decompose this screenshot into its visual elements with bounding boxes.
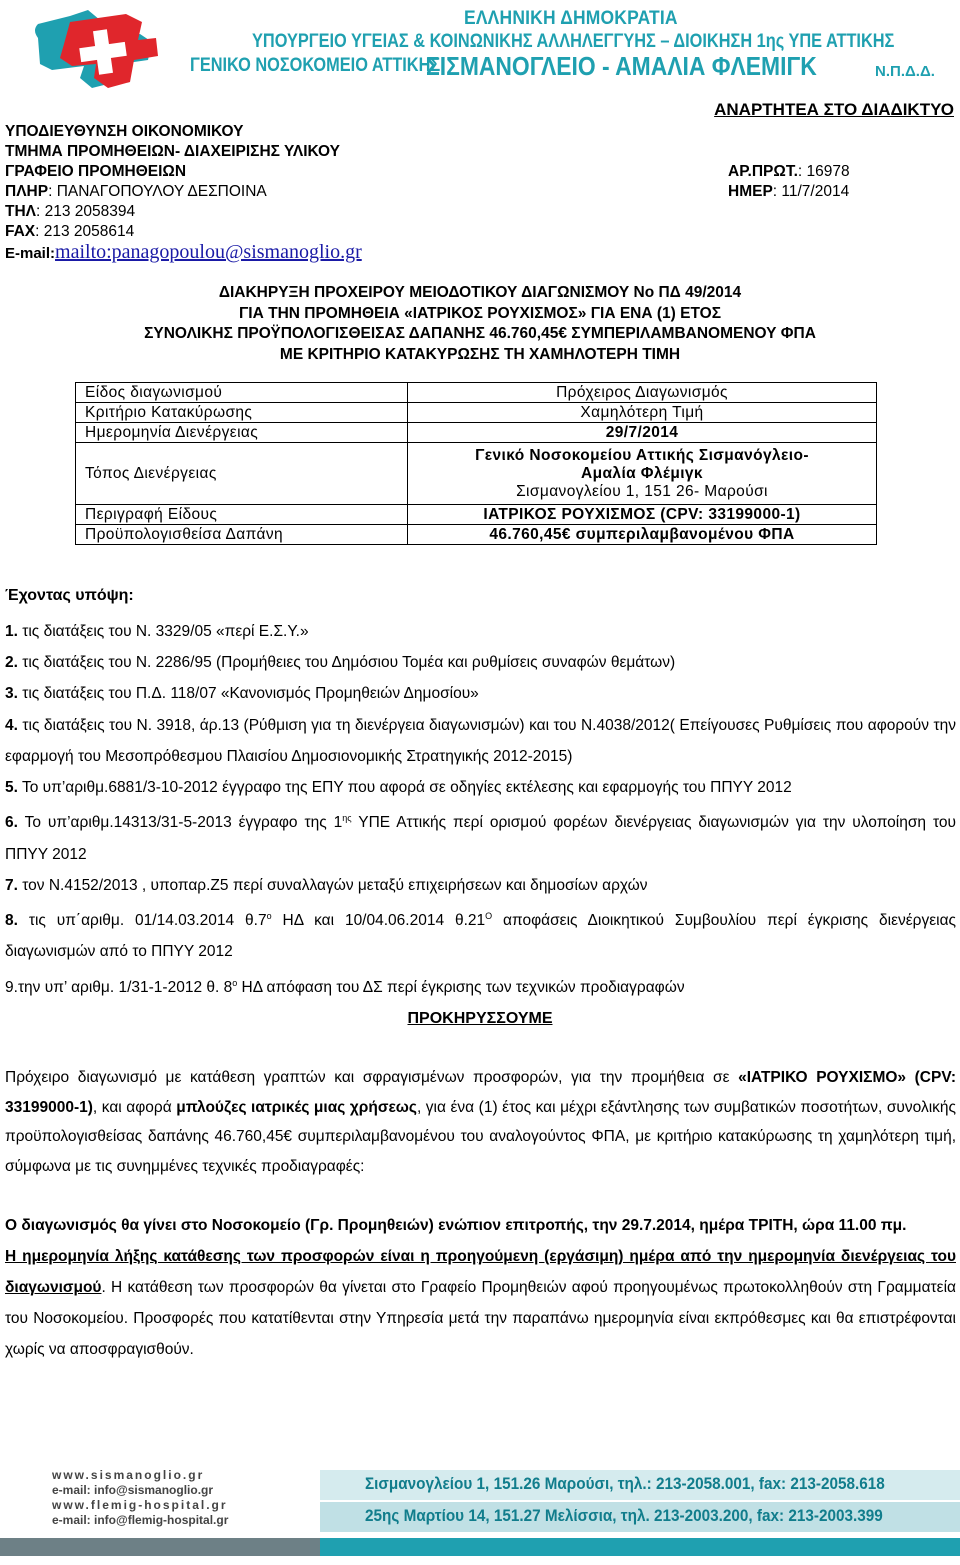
proclaim-heading: ΠΡΟΚΗΡΥΣΣΟΥΜΕ	[407, 1010, 553, 1027]
footer-address-1: Σισμανογλείου 1, 151.26 Μαρούσι, τηλ.: 213-2058.001, fax: 213-2058.618	[365, 1474, 885, 1493]
considering-heading: Έχοντας υπόψη:	[5, 587, 134, 604]
tender-summary-table	[75, 382, 877, 545]
list-item: 3. τις διατάξεις του Π.Δ. 118/07 «Κανονισμός Προμηθειών Δημοσίου»	[5, 685, 479, 703]
table-row: Τόπος Διενέργειας Γενικό Νοσοκομείου Αττικής Σισμανόγλειο- Αμαλία Φλέμιγκ Σισμανογλείου 1, 151 26- Μαρούσι	[76, 443, 877, 505]
tender-description-paragraph: Πρόχειρο διαγωνισμό με κατάθεση γραπτών και σφραγισμένων προσφορών, για την προμήθεια σε «ΙΑΤΡΙΚΟ ΡΟΥΧΙΣΜΟ» (CPV: 33199000-1), και αφορά μπλούζες ιατρικές μιας χρήσεως, για ένα (1) έτος και μέχρι εξάντλησης των συμβατικών ποσοτήτων, συνολικής προϋπολογισθείσας δαπάνης 46.760,45€ συμπεριλαμβανομένου του αναλογούντος ΦΠΑ, με κριτήριο κατακύρωσης τη χαμηλότερη τιμή, σύμφωνα με τις συνημμένες τεχνικές προδιαγραφές:	[5, 1069, 956, 1175]
header-hospital-name: ΣΙΣΜΑΝΟΓΛΕΙΟ - ΑΜΑΛΙΑ ΦΛΕΜΙΓΚ	[426, 51, 817, 81]
footer-website-1: www.sismanoglio.gr	[52, 1468, 205, 1482]
protocol-number: ΑΡ.ΠΡΩΤ.: 16978	[728, 163, 850, 180]
tender-schedule-paragraph: Ο διαγωνισμός θα γίνει στο Νοσοκομείο (Γρ. Προμηθειών) ενώπιον επιτροπής, την 29.7.2014, ημέρα ΤΡΙΤΗ, ώρα 11.00 πμ. Η ημερομηνία λήξης κατάθεσης των προσφορών είναι η προηγούμενη (εργάσιμη) ημέρα από την ημερομηνία διενέργειας του διαγωνισμού. Η κατάθεση των προσφορών θα γίνεται στο Γραφείο Προμηθειών αφού προηγουμένως πρωτοκολληθούν στη Γραμματεία του Νοσοκομείου. Προσφορές που κατατίθενται στην Υπηρεσία μετά την παραπάνω ημερομηνία είναι εκπρόθεσμες και θα επιστρέφονται χωρίς να αποσφραγισθούν.	[5, 1217, 956, 1358]
list-item: 4. τις διατάξεις του Ν. 3918, άρ.13 (Ρύθμιση για τη διενέργεια διαγωνισμών) και του Ν.4038/2012( Επείγουσες Ρυθμίσεις που αφορούν την εφαρμογή του Μεσοπρόθεσμου Πλαισίου Δημοσιονομικής Στρατηγικής 2012-2015)	[5, 716, 956, 765]
sender-info	[5, 122, 362, 264]
footer-website-2: www.flemig-hospital.gr	[52, 1498, 228, 1512]
list-item: 6. Το υπ’αριθμ.14313/31-5-2013 έγγραφο της $1^{\eta\varsigma}$ ΥΠΕ Αττικής περί ορισμού φορέων διενέργειας διαγωνισμών για την υλοποίηση του ΠΠΥΥ 2012	[5, 813, 956, 863]
sender-dept1: ΥΠΟΔΙΕΥΘΥΝΣΗ ΟΙΚΟΝΟΜΙΚΟΥ	[5, 123, 244, 140]
header-hospital	[190, 51, 935, 81]
list-item: 8. τις υπ΄αριθμ. 01/14.03.2014 $\theta.7^o$ ΗΔ και 10/04.06.2014 $\theta.21^O$ αποφάσεις Διοικητικού Συμβουλίου περί έγκρισης διενέργειας διαγωνισμών από το ΠΠΥΥ 2012	[5, 910, 956, 961]
table-row: Κριτήριο Κατακύρωσης Χαμηλότερη Τιμή	[76, 403, 877, 423]
header-ministry: ΥΠΟΥΡΓΕΙΟ ΥΓΕΙΑΣ & ΚΟΙΝΩΝΙΚΗΣ ΑΛΛΗΛΕΓΓΥΗΣ – ΔΙΟΙΚΗΣΗ 1ης ΥΠΕ ΑΤΤΙΚΗΣ	[252, 31, 895, 52]
table-row: Περιγραφή Είδους ΙΑΤΡΙΚΟΣ ΡΟΥΧΙΣΜΟΣ (CPV: 33199000-1)	[76, 505, 877, 525]
legal-basis-list	[5, 616, 956, 1003]
list-item: 7. τον Ν.4152/2013 , υποπαρ.Ζ5 περί συναλλαγών μεταξύ επιχειρήσεων και δημοσίων αρχών	[5, 876, 648, 894]
footer-bar-grey	[0, 1538, 320, 1556]
sender-fax: FAX: 213 2058614	[5, 223, 135, 240]
header-hospital-type: ΓΕΝΙΚΟ ΝΟΣΟΚΟΜΕΙΟ ΑΤΤΙΚΗΣ	[190, 55, 441, 76]
document-date: ΗΜΕΡ: 11/7/2014	[728, 183, 850, 200]
sender-phone: ΤΗΛ: 213 2058394	[5, 203, 136, 220]
header-legal-form: Ν.Π.Δ.Δ.	[875, 63, 935, 80]
sender-dept3: ΓΡΑΦΕΙΟ ΠΡΟΜΗΘΕΙΩΝ	[5, 163, 187, 180]
medical-cross-logo-icon	[30, 8, 160, 90]
document-title: ΔΙΑΚΗΡΥΞΗ ΠΡΟΧΕΙΡΟΥ ΜΕΙΟΔΟΤΙΚΟΥ ΔΙΑΓΩΝΙΣΜΟΥ Νο ΠΔ 49/2014 ΓΙΑ ΤΗΝ ΠΡΟΜΗΘΕΙΑ «ΙΑΤΡΙΚΟΣ ΡΟΥΧΙΣΜΟΣ» ΓΙΑ ΕΝΑ (1) ΕΤΟΣ ΣΥΝΟΛΙΚΗΣ ΠΡΟΫΠΟΛΟΓΙΣΘΕΙΣΑΣ ΔΑΠΑΝΗΣ 46.760,45€ ΣΥΜΠΕΡΙΛΑΜΒΑΝΟΜΕΝΟΥ ΦΠΑ ΜΕ ΚΡΙΤΗΡΙΟ ΚΑΤΑΚΥΡΩΣΗΣ ΤΗ ΧΑΜΗΛΟΤΕΡΗ ΤΙΜΗ	[144, 284, 816, 363]
sender-email: E-mail:mailto:panagopoulou@sismanoglio.gr	[5, 241, 362, 263]
letterhead-footer	[0, 1460, 960, 1565]
table-row: Ημερομηνία Διενέργειας 29/7/2014	[76, 423, 877, 443]
reference-info	[728, 162, 850, 202]
list-item: 5. Το υπ’αριθμ.6881/3-10-2012 έγγραφο της ΕΠΥ που αφορά σε οδηγίες εκτέλεσης και εφαρμογής του ΠΠΥΥ 2012	[5, 779, 792, 797]
table-row: Προϋπολογισθείσα Δαπάνη 46.760,45€ συμπεριλαμβανομένου ΦΠΑ	[76, 525, 877, 545]
table-row: Είδος διαγωνισμού Πρόχειρος Διαγωνισμός	[76, 383, 877, 403]
email-link[interactable]: mailto:panagopoulou@sismanoglio.gr	[55, 241, 362, 263]
post-online-notice: ΑΝΑΡΤΗΤΕΑ ΣΤΟ ΔΙΑΔΙΚΤΥΟ	[714, 100, 954, 119]
list-item: 2. τις διατάξεις του Ν. 2286/95 (Προμήθειες του Δημόσιου Τομέα και ρυθμίσεις συναφών θεμάτων)	[5, 654, 676, 672]
header-country: ΕΛΛΗΝΙΚΗ ΔΗΜΟΚΡΑΤΙΑ	[464, 8, 678, 29]
footer-web-contacts	[52, 1468, 228, 1528]
footer-bar	[320, 1538, 960, 1556]
footer-email-2: e-mail: info@flemig-hospital.gr	[52, 1513, 229, 1527]
letterhead	[0, 0, 960, 95]
list-item: 1. τις διατάξεις του Ν. 3329/05 «περί Ε.Σ.Υ.»	[5, 623, 309, 640]
sender-contact-person: ΠΛΗΡ: ΠΑΝΑΓΟΠΟΥΛΟΥ ΔΕΣΠΟΙΝΑ	[5, 183, 267, 200]
list-item: 9.την υπ’ αριθμ. 1/31-1-2012 θ. $8^o$ ΗΔ απόφαση του ΔΣ περί έγκρισης των τεχνικών προδιαγραφών	[5, 977, 685, 996]
sender-dept2: ΤΜΗΜΑ ΠΡΟΜΗΘΕΙΩΝ- ΔΙΑΧΕΙΡΙΣΗΣ ΥΛΙΚΟΥ	[5, 143, 341, 160]
footer-email-1: e-mail: info@sismanoglio.gr	[52, 1483, 214, 1497]
footer-address-2: 25ης Μαρτίου 14, 151.27 Μελίσσια, τηλ. 213-2003.200, fax: 213-2003.399	[365, 1506, 883, 1525]
